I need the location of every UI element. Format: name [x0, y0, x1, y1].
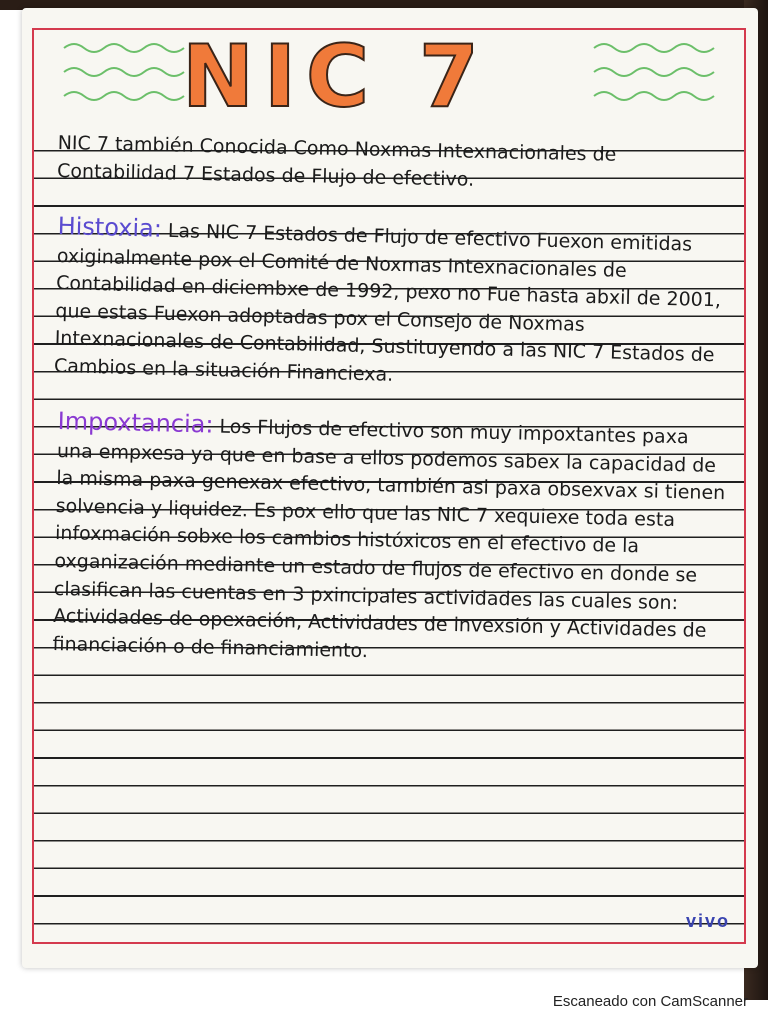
handwritten-content — [52, 130, 728, 662]
history-paragraph — [54, 213, 728, 398]
scanned-notebook-page — [22, 8, 758, 968]
history-heading: Histoxia: — [57, 211, 163, 243]
history-text: Las NIC 7 Estados de Flujo de efectivo Fuexon emitidas oxiginalmente pox el Comité de Noxmas Intexnacionales de Contabilidad en diciembxe de 1992, pexo no Fue hasta abxil de 2001, que estas Fuexon adoptadas pox el Consejo de Noxmas Intexnacionales de Contabilidad, Sustituyendo a las NIC 7 Estados de Cambios en la situación Financiexa. — [53, 219, 722, 386]
ruled-page — [32, 28, 746, 944]
notebook-brand-logo: vivo — [685, 911, 730, 931]
importance-paragraph — [52, 408, 728, 673]
scanner-watermark: Escaneado con CamScanner — [552, 993, 748, 1010]
intro-paragraph: NIC 7 también Conocida Como Noxmas Intexnacionales de Contabilidad 7 Estados de Flujo de efectivo. — [56, 131, 617, 191]
page-title: NIC 7 — [182, 28, 489, 127]
title-area — [34, 28, 744, 127]
importance-text: Los Flujos de efectivo son muy impoxtantes paxa una empxesa ya que en base a ellos podemos sabex la capacidad de la misma paxa genexax efectivo, también asi paxa obsexvax si tienen solvencia y liquidez. Es pox ello que las NIC 7 xequiexe toda esta infoxmación sobxe los cambios históxicos en el efectivo de la oxganización mediante un estado de flujos de efectivo en donde se clasifican las cuentas en 3 pxincipales actividades las cuales son: Actividades de opexación, Actividades de invexsión y Actividades de financiación o de financiamiento. — [52, 415, 726, 662]
importance-heading: Impoxtancia: — [57, 406, 214, 439]
